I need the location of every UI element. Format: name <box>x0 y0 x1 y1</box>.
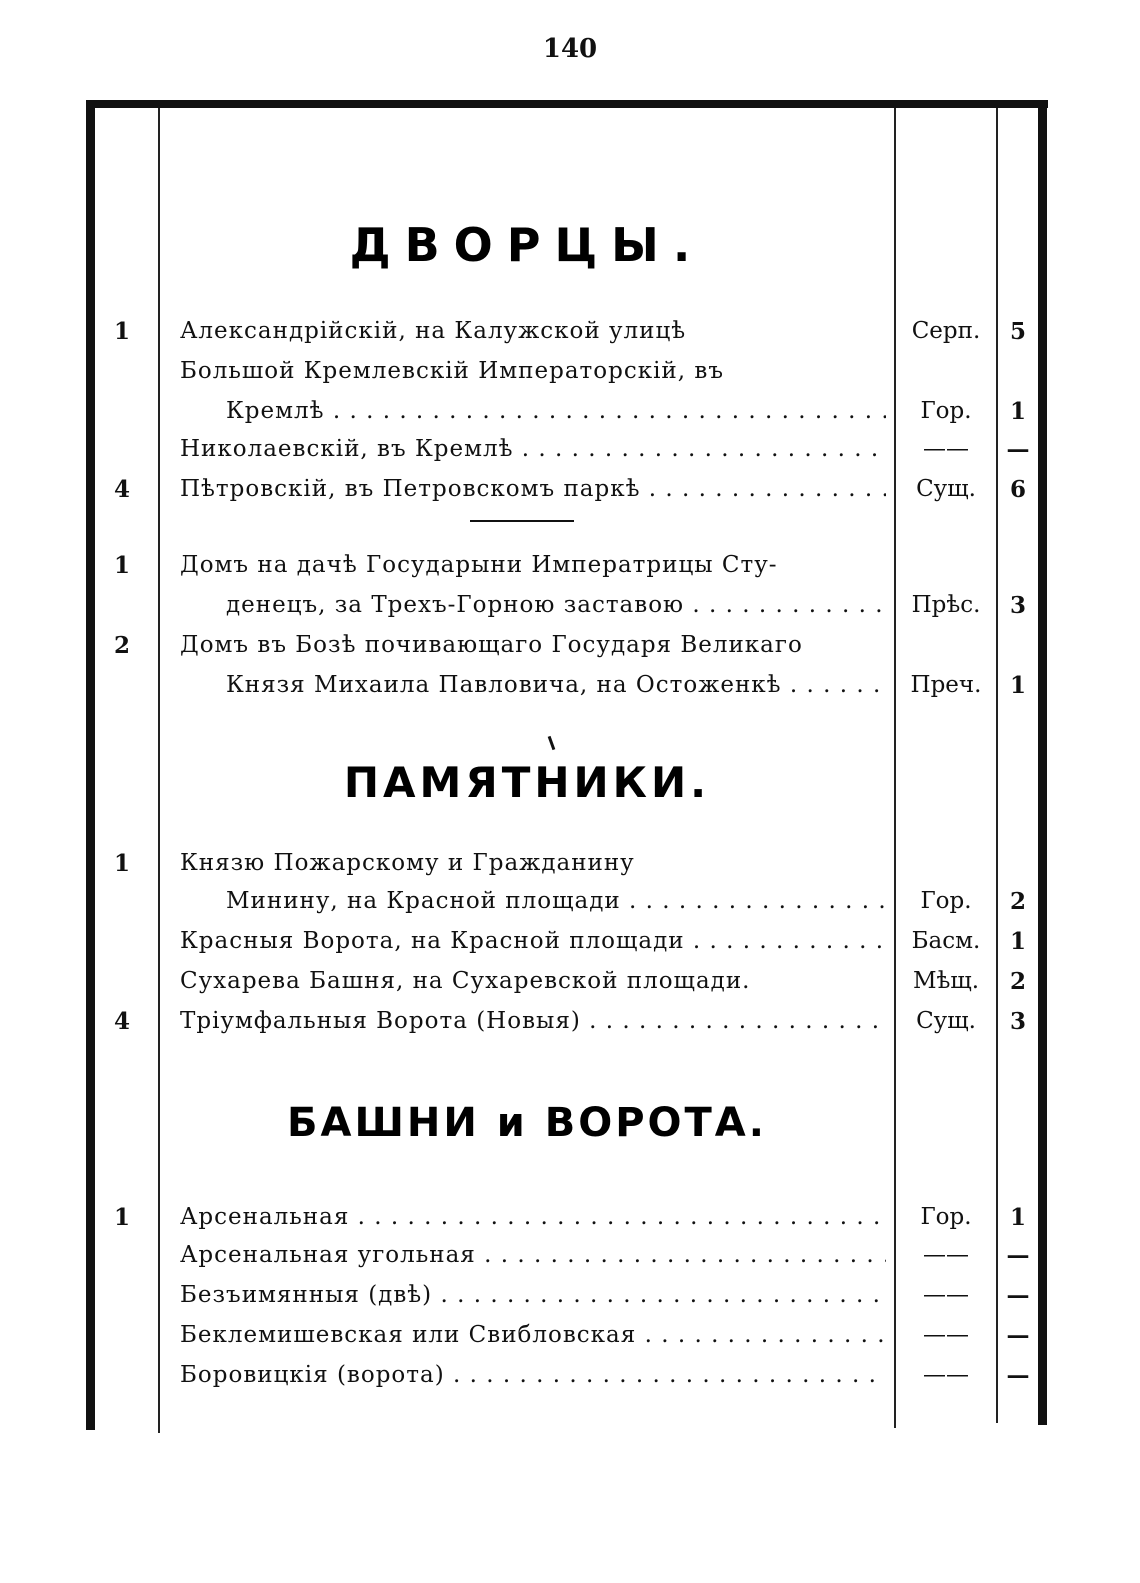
row-quarter: — <box>1006 1362 1030 1389</box>
row-text: Пѣтровскій, въ Петровскомъ паркѣ . . . <box>180 476 886 502</box>
row-text: Боровицкія (ворота) . . . <box>180 1362 886 1388</box>
row-text: Арсенальная угольная . . . <box>180 1242 886 1268</box>
row-city-part: Мѣщ. <box>912 968 980 994</box>
row-number: 1 <box>113 318 130 345</box>
row-quarter: 5 <box>1009 318 1026 345</box>
table-row <box>0 632 1140 672</box>
row-quarter: — <box>1006 1322 1030 1349</box>
row-city-part: Гор. <box>920 1204 972 1230</box>
row-city-part: Преч. <box>910 672 982 698</box>
row-text: Кремлѣ . . . <box>226 398 886 424</box>
row-city-part: Сущ. <box>916 1008 976 1034</box>
section-separator <box>470 520 574 522</box>
table-row <box>0 1204 1140 1244</box>
row-text: Арсенальная . . . <box>180 1204 886 1230</box>
table-row <box>0 1322 1140 1362</box>
row-quarter: 3 <box>1009 1008 1026 1035</box>
row-city-part: Прѣс. <box>911 592 981 618</box>
row-text: Красныя Ворота, на Красной площади . . . <box>180 928 886 954</box>
row-city-part: —— <box>923 1242 969 1268</box>
row-text: Сухарева Башня, на Сухаревской площади. <box>180 968 751 994</box>
row-number: 1 <box>113 552 130 579</box>
table-row <box>0 888 1140 928</box>
row-quarter: — <box>1006 436 1030 463</box>
row-text: Домъ въ Бозѣ почивающаго Государя Великаго <box>180 632 803 658</box>
table-row <box>0 592 1140 632</box>
table-row <box>0 1282 1140 1322</box>
row-text: денецъ, за Трехъ-Горною заставою . . . <box>226 592 886 618</box>
row-text: Минину, на Красной площади . . . <box>226 888 886 914</box>
row-quarter: 1 <box>1009 672 1026 699</box>
table-row <box>0 850 1140 890</box>
row-city-part: —— <box>923 1322 969 1348</box>
row-quarter: — <box>1006 1282 1030 1309</box>
frame-top-border <box>86 100 1048 108</box>
row-quarter: — <box>1006 1242 1030 1269</box>
table-row <box>0 476 1140 516</box>
row-text: Князю Пожарскому и Гражданину <box>180 850 635 876</box>
section-heading-palaces: ДВОРЦЫ. <box>349 218 705 272</box>
section-heading-towers-gates: БАШНИ и ВОРОТА. <box>287 1100 767 1146</box>
page-number: 140 <box>542 34 598 64</box>
row-city-part: —— <box>923 436 969 462</box>
row-quarter: 1 <box>1009 1204 1026 1231</box>
row-quarter: 2 <box>1009 968 1026 995</box>
table-row <box>0 552 1140 592</box>
row-quarter: 2 <box>1009 888 1026 915</box>
row-city-part: Сущ. <box>916 476 976 502</box>
row-number: 1 <box>113 850 130 877</box>
section-heading-monuments: ПАМЯТНИКИ. <box>343 758 711 807</box>
row-quarter: 6 <box>1009 476 1026 503</box>
row-text: Александрійскій, на Калужской улицѣ <box>180 318 687 344</box>
table-row <box>0 1362 1140 1402</box>
row-number: 4 <box>113 476 130 503</box>
table-row <box>0 968 1140 1008</box>
row-text: Николаевскій, въ Кремлѣ . . . <box>180 436 886 462</box>
row-city-part: Басм. <box>911 928 981 954</box>
row-quarter: 1 <box>1009 398 1026 425</box>
row-text: Большой Кремлевскій Императорскій, въ <box>180 358 724 384</box>
row-city-part: Серп. <box>911 318 981 344</box>
row-text: Безъимянныя (двѣ) . . . <box>180 1282 886 1308</box>
table-row <box>0 436 1140 476</box>
row-text: Домъ на дачѣ Государыни Императрицы Сту- <box>180 552 778 578</box>
row-number: 2 <box>113 632 130 659</box>
row-city-part: Гор. <box>920 888 972 914</box>
ink-mark <box>548 736 556 750</box>
table-row <box>0 358 1140 398</box>
table-row <box>0 672 1140 712</box>
row-quarter: 3 <box>1009 592 1026 619</box>
row-city-part: Гор. <box>920 398 972 424</box>
table-row <box>0 398 1140 438</box>
row-city-part: —— <box>923 1282 969 1308</box>
table-row <box>0 928 1140 968</box>
row-number: 4 <box>113 1008 130 1035</box>
row-quarter: 1 <box>1009 928 1026 955</box>
row-number: 1 <box>113 1204 130 1231</box>
row-text: Тріумфальныя Ворота (Новыя) . . . <box>180 1008 886 1034</box>
row-text: Князя Михаила Павловича, на Остоженкѣ . . . <box>226 672 886 698</box>
row-city-part: —— <box>923 1362 969 1388</box>
row-text: Беклемишевская или Свибловская . . . <box>180 1322 886 1348</box>
table-row <box>0 1008 1140 1048</box>
table-row <box>0 1242 1140 1282</box>
table-row <box>0 318 1140 358</box>
